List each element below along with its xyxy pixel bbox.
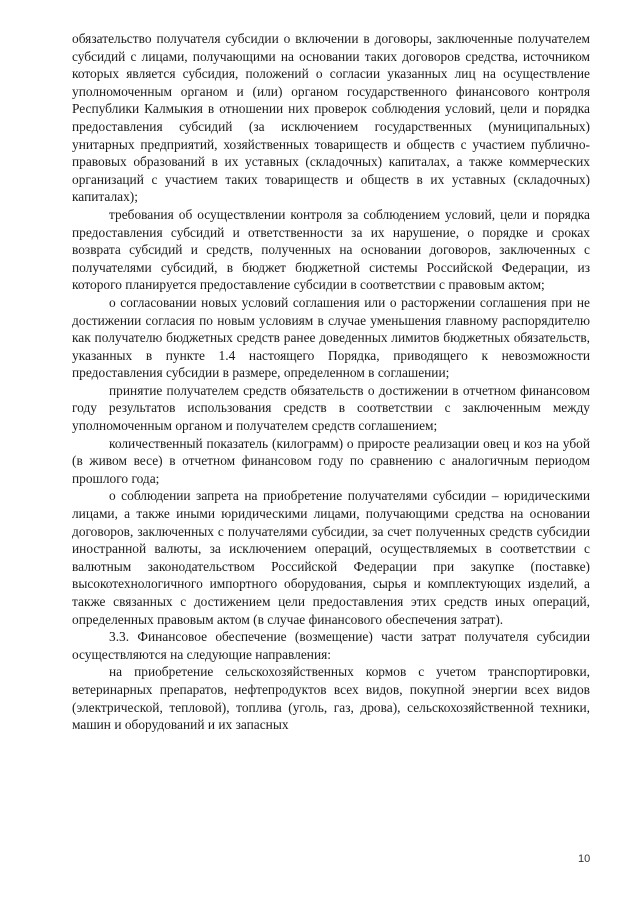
paragraph: количественный показатель (килограмм) о приросте реализации овец и коз на убой (в живом весе) в отчетном финансовом году по сравнению с аналогичным периодом прошлого года; <box>72 435 590 486</box>
paragraph: на приобретение сельскохозяйственных кормов с учетом транспортировки, ветеринарных препаратов, нефтепродуктов всех видов, покупной энергии всех видов (электрической, тепловой), топлива (уголь, газ, дрова), сельскохозяйственной техники, машин и оборудований и их запасных <box>72 664 590 733</box>
page-number: 10 <box>578 853 591 865</box>
paragraph: о соблюдении запрета на приобретение получателями субсидии – юридическими лицами, а также иными юридическими лицами, получающими средства на основании договоров, заключенных с получателями субсидии, за счет полученных средств субсидии иностранной валюты, за исключением операций, осуществляемых в соответствии с валютным законодательством Российской Федерации при закупке (поставке) высокотехнологичного импортного оборудования, сырья и комплектующих изделий, а также связанных с достижением цели предоставления этих средств иных операций, определенных правовым актом (в случае финансового обеспечения затрат). <box>72 488 590 627</box>
paragraph: требования об осуществлении контроля за соблюдением условий, цели и порядка предоставления субсидий и ответственности за их нарушение, о порядке и сроках возврата субсидий и средств, полученных на основании договоров, заключенных с получателями субсидий, в бюджет бюджетной системы Российской Федерации, из которого планируется предоставление субсидии в соответствии с правовым актом; <box>72 206 590 293</box>
document-body <box>72 30 590 734</box>
paragraph: принятие получателем средств обязательств о достижении в отчетном финансовом году результатов использования средств в соответствии с заключенным между уполномоченным органом и получателем средств соглашением; <box>72 382 590 434</box>
paragraph: обязательство получателя субсидии о включении в договоры, заключенные получателем субсидий с лицами, получающими на основании таких договоров средства, источником которых является субсидия, положений о согласии указанных лиц на осуществление уполномоченным органом и (или) органом государственного финансового контроля Республики Калмыкия в отношении них проверок соблюдения условий, цели и порядка предоставления субсидий (за исключением государственных (муниципальных) унитарных предприятий, хозяйственных товариществ и обществ с участием публично-правовых образований в их уставных (складочных) капиталах, а также коммерческих организаций с участием таких товариществ и обществ в их уставных (складочных) капиталах); <box>72 31 590 205</box>
paragraph: 3.3. Финансовое обеспечение (возмещение) части затрат получателя субсидии осуществляются на следующие направления: <box>72 629 590 662</box>
paragraph: о согласовании новых условий соглашения или о расторжении соглашения при не достижении согласия по новым условиям в случае уменьшения главному распорядителю как получателю бюджетных средств ранее доведенных лимитов бюджетных обязательств, указанных в пункте 1.4 настоящего Порядка, приводящего к невозможности предоставления субсидии в размере, определенном в соглашении; <box>72 294 590 381</box>
